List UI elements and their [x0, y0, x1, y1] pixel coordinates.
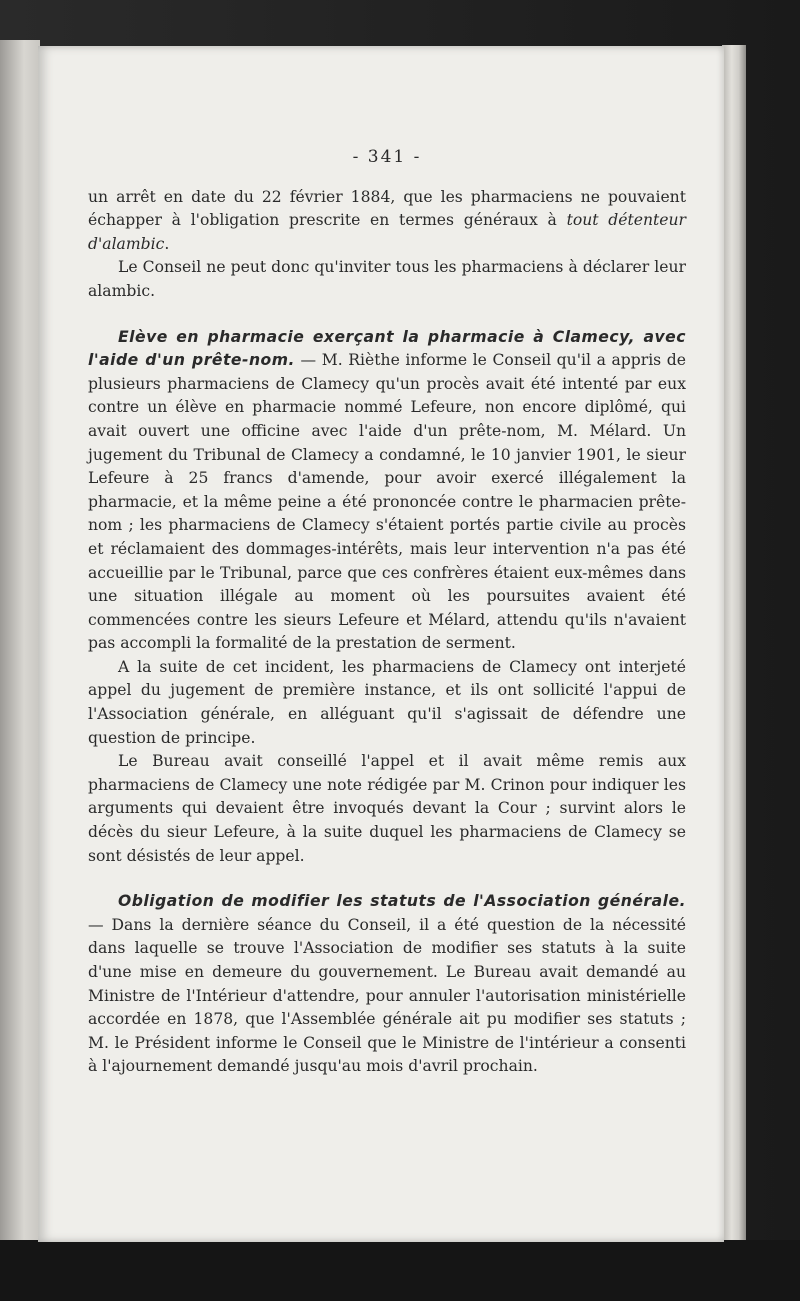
section-heading: Elève en pharmacie exerçant la pharmacie à Clamecy, avec l'aide d'un prête-nom.	[88, 327, 686, 370]
scan-background	[0, 1240, 800, 1301]
page-number: - 341 -	[352, 147, 422, 167]
section-clamecy	[88, 326, 686, 656]
section-heading: Obligation de modifier les statuts de l'Association générale.	[118, 892, 686, 911]
italic-phrase: tout détenteur d'alambic	[88, 211, 686, 253]
page-content	[88, 146, 686, 1079]
section-text: — Dans la dernière séance du Conseil, il a été question de la nécessité dans laquelle se trouve l'Association de modifier ses statuts à la suite d'une mise en demeure du gouvernement. Le Bureau avait demandé au Ministre de l'Intérieur d'attendre, pour annuler l'autorisation ministérielle accordée en 1878, que l'Assemblée générale ait pu modifier ses statuts ; M. le Président informe le Conseil que le Ministre de l'intérieur a consenti à l'ajournement demandé jusqu'au mois d'avril prochain.	[88, 915, 686, 1076]
page-stack-edge	[722, 45, 746, 1260]
paragraph-text: .	[164, 234, 170, 253]
section-statuts	[88, 890, 686, 1079]
paragraph: Le Bureau avait conseillé l'appel et il avait même remis aux pharmaciens de Clamecy une note rédigée par M. Crinon pour indiquer les arguments qui devaient être invoqués devant la Cour ; survint alors le décès du sieur Lefeure, à la suite duquel les pharmaciens de Clamecy se sont désistés de leur appel.	[88, 752, 686, 865]
paragraph: A la suite de cet incident, les pharmaciens de Clamecy ont interjeté appel du jugement de première instance, et ils ont sollicité l'appui de l'Association générale, en alléguant qu'il s'agissait de défendre une question de principe.	[88, 657, 686, 747]
paragraph	[88, 186, 686, 257]
book-page	[38, 46, 724, 1242]
section-text: — M. Rièthe informe le Conseil qu'il a appris de plusieurs pharmaciens de Clamecy qu'un procès avait été intenté par eux contre un élève en pharmacie nommé Lefeure, non encore diplômé, qui avait ouvert une officine avec l'aide d'un prête-nom, M. Mélard. Un jugement du Tribunal de Clamecy a condamné, le 10 janvier 1901, le sieur Lefeure à 25 francs d'amende, pour avoir exercé illégalement la pharmacie, et la même peine a été prononcée contre le pharmacien prête-nom ; les pharmaciens de Clamecy s'étaient portés partie civile au procès et réclamaient des dommages-intérêts, mais leur intervention n'a pas été accueillie par le Tribunal, parce que ces confrères étaient eux-mêmes dans une situation illégale au moment où les poursuites avaient été commencées contre les sieurs Lefeure et Mélard, attendu qu'ils n'avaient pas accompli la formalité de la prestation de serment.	[88, 351, 686, 653]
previous-page-edge	[0, 40, 40, 1240]
paragraph: Le Conseil ne peut donc qu'inviter tous les pharmaciens à déclarer leur alambic.	[88, 258, 686, 300]
paragraph-text: un arrêt en date du 22 février 1884, que les pharmaciens ne pouvaient échapper à l'obligation prescrite en termes généraux à	[88, 187, 686, 230]
